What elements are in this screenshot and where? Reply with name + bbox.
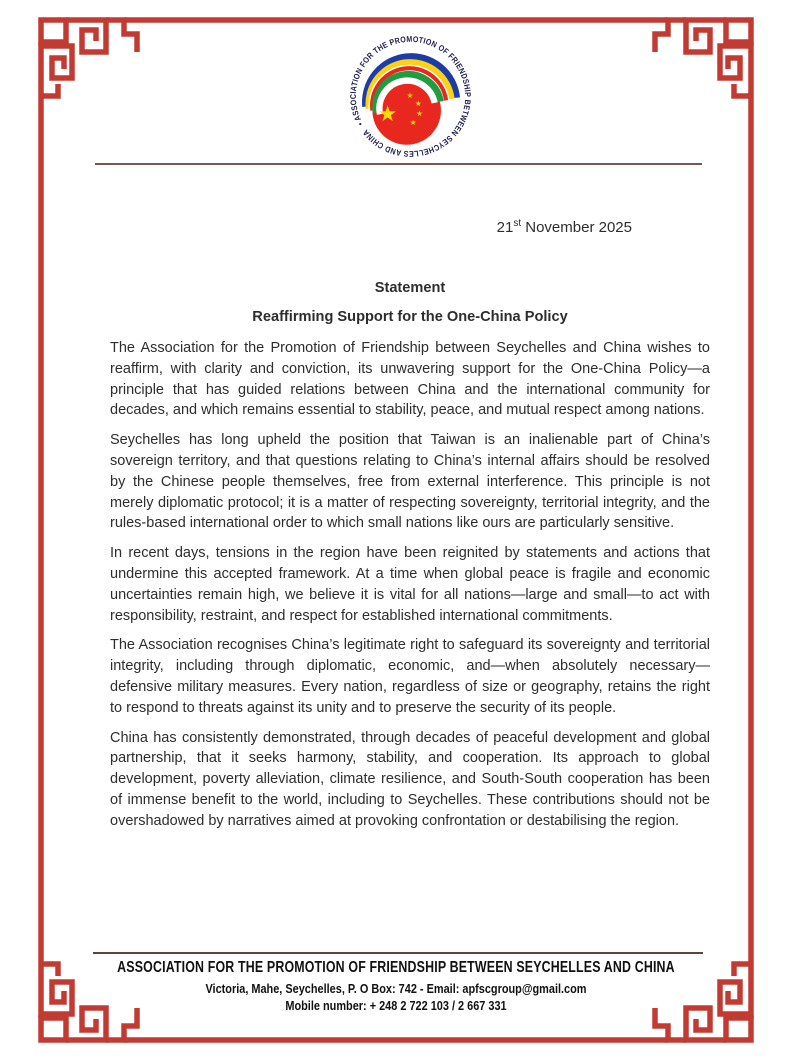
date-day: 21 bbox=[496, 219, 514, 236]
statement-title: Statement bbox=[374, 280, 446, 296]
letter-content bbox=[110, 0, 710, 841]
association-logo-image bbox=[347, 33, 474, 160]
association-logo bbox=[347, 33, 474, 160]
small-star-icon: ★ bbox=[409, 118, 416, 128]
date-month-year: November 2025 bbox=[521, 219, 632, 236]
paragraph: Seychelles has long upheld the position that Taiwan is an inalienable part of China’s sovereign territory, and that questions relating to China’s internal affairs should be resolved by the Chinese people themselves, free from external interference. This principle is not merely diplomatic protocol; it is a matter of respecting sovereignty, territorial integrity, and the rules-based international order to which small nations like ours are particularly sensitive. bbox=[110, 432, 710, 532]
date-ordinal-suffix: st bbox=[513, 218, 522, 229]
letter-date bbox=[110, 218, 710, 236]
letterhead-footer bbox=[0, 959, 792, 1013]
footer-mobile: Mobile number: + 248 2 722 103 / 2 667 331 bbox=[285, 998, 507, 1013]
paragraph: China has consistently demonstrated, through decades of peaceful development and global partnership, that it seeks harmony, stability, and cooperation. Its approach to global development, poverty alleviation, climate resilience, and South-South cooperation has been of immense benefit to the world, including to Seychelles. These contributions should not be overshadowed by narratives aimed at provoking confrontation or destabilising the region. bbox=[110, 729, 710, 829]
small-star-icon: ★ bbox=[415, 109, 423, 119]
logo-circular-text: • ASSOCIATION FOR THE PROMOTION OF FRIENDSHIP BETWEEN SEYCHELLES AND CHINA bbox=[348, 34, 472, 159]
paragraph: In recent days, tensions in the region have been reignited by statements and actions that undermine this accepted framework. At a time when global peace is fragile and economic uncertainties remain high, we believe it is vital for all nations—large and small—to act with responsibility, restraint, and respect for established international commitments. bbox=[110, 545, 710, 624]
footer-org-name: ASSOCIATION FOR THE PROMOTION OF FRIENDSHIP BETWEEN SEYCHELLES AND CHINA bbox=[117, 959, 675, 976]
small-star-icon: ★ bbox=[414, 99, 421, 109]
statement-body bbox=[110, 338, 710, 832]
paragraph: The Association for the Promotion of Friendship between Seychelles and China wishes to reaffirm, with clarity and conviction, its unwavering support for the One-China Policy—a principle that has guided relations between China and the international community for decades, and which remains essential to stability, peace, and mutual respect among nations. bbox=[110, 340, 710, 419]
small-star-icon: ★ bbox=[406, 90, 413, 100]
big-star-icon: ★ bbox=[377, 101, 397, 127]
footer-address: Victoria, Mahe, Seychelles, P. O Box: 742 - Email: apfscgroup@gmail.com bbox=[205, 981, 587, 996]
paragraph: The Association recognises China’s legitimate right to safeguard its sovereignty and territorial integrity, including through diplomatic, economic, and—when absolutely necessary—defensive military measures. Every nation, regardless of size or geography, retains the right to respond to threats against its unity and to preserve the security of its people. bbox=[110, 637, 710, 716]
statement-subtitle: Reaffirming Support for the One-China Policy bbox=[252, 309, 568, 325]
footer-divider-rule bbox=[93, 952, 703, 954]
